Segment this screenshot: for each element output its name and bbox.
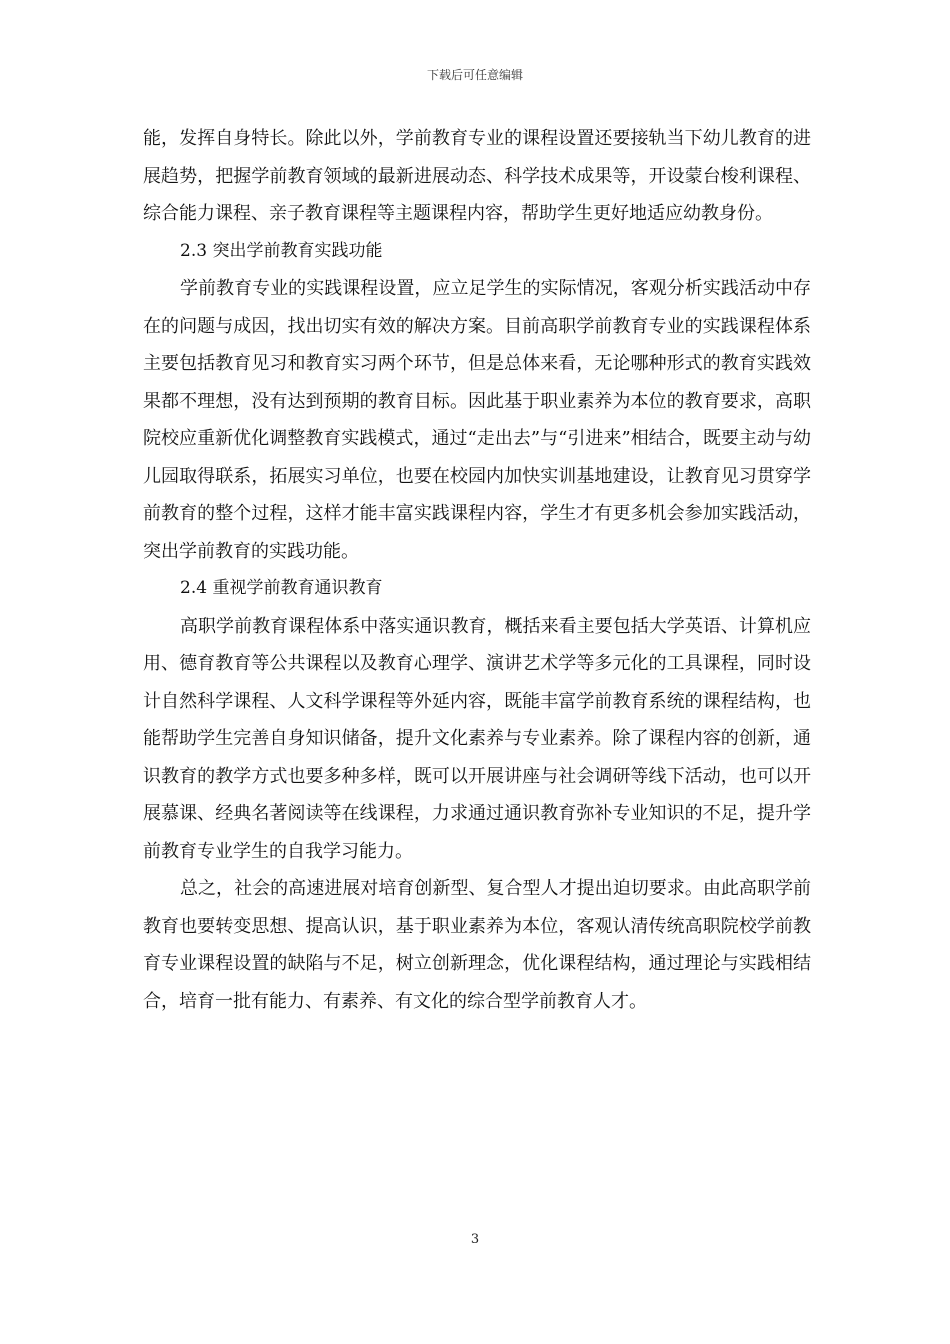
page-header: 下载后可任意编辑	[426, 68, 523, 82]
paragraph-continuation: 能，发挥自身特长。除此以外，学前教育专业的课程设置还要接轨当下幼儿教育的进展趋势，把握学前教育领域的最新进展动态、科学技术成果等，开设蒙台梭利课程、综合能力课程、亲子教育课程等主题课程内容，帮助学生更好地适应幼教身份。	[143, 128, 811, 224]
section-heading-2-3: 2.3 突出学前教育实践功能	[180, 240, 383, 261]
page-number: 3	[470, 1232, 480, 1247]
section-heading-2-4: 2.4 重视学前教育通识教育	[180, 578, 383, 598]
paragraph-general-education: 高职学前教育课程体系中落实通识教育，概括来看主要包括大学英语、计算机应用、德育教育等公共课程以及教育心理学、演讲艺术学等多元化的工具课程，同时设计自然科学课程、人文科学课程等外延内容，既能丰富学前教育系统的课程结构，也能帮助学生完善自身知识储备，提升文化素养与专业素养。除了课程内容的创新，通识教育的教学方式也要多种多样，既可以开展讲座与社会调研等线下活动，也可以开展慕课、经典名著阅读等在线课程，力求通过通识教育弥补专业知识的不足，提升学前教育专业学生的自我学习能力。	[143, 615, 811, 862]
paragraph-practice: 学前教育专业的实践课程设置，应立足学生的实际情况，客观分析实践活动中存在的问题与成因，找出切实有效的解决方案。目前高职学前教育专业的实践课程体系主要包括教育见习和教育实习两个环节，但是总体来看，无论哪种形式的教育实践效果都不理想，没有达到预期的教育目标。因此基于职业素养为本位的教育要求，高职院校应重新优化调整教育实践模式，通过“走出去”与“引进来”相结合，既要主动与幼儿园取得联系，拓展实习单位，也要在校园内加快实训基地建设，让教育见习贯穿学前教育的整个过程，这样才能丰富实践课程内容，学生才有更多机会参加实践活动，突出学前教育的实践功能。	[143, 278, 811, 562]
document-body	[143, 120, 811, 1020]
paragraph-conclusion: 总之，社会的高速进展对培育创新型、复合型人才提出迫切要求。由此高职学前教育也要转变思想、提高认识，基于职业素养为本位，客观认清传统高职院校学前教育专业课程设置的缺陷与不足，树立创新理念，优化课程结构，通过理论与实践相结合，培育一批有能力、有素养、有文化的综合型学前教育人才。	[143, 878, 811, 1012]
